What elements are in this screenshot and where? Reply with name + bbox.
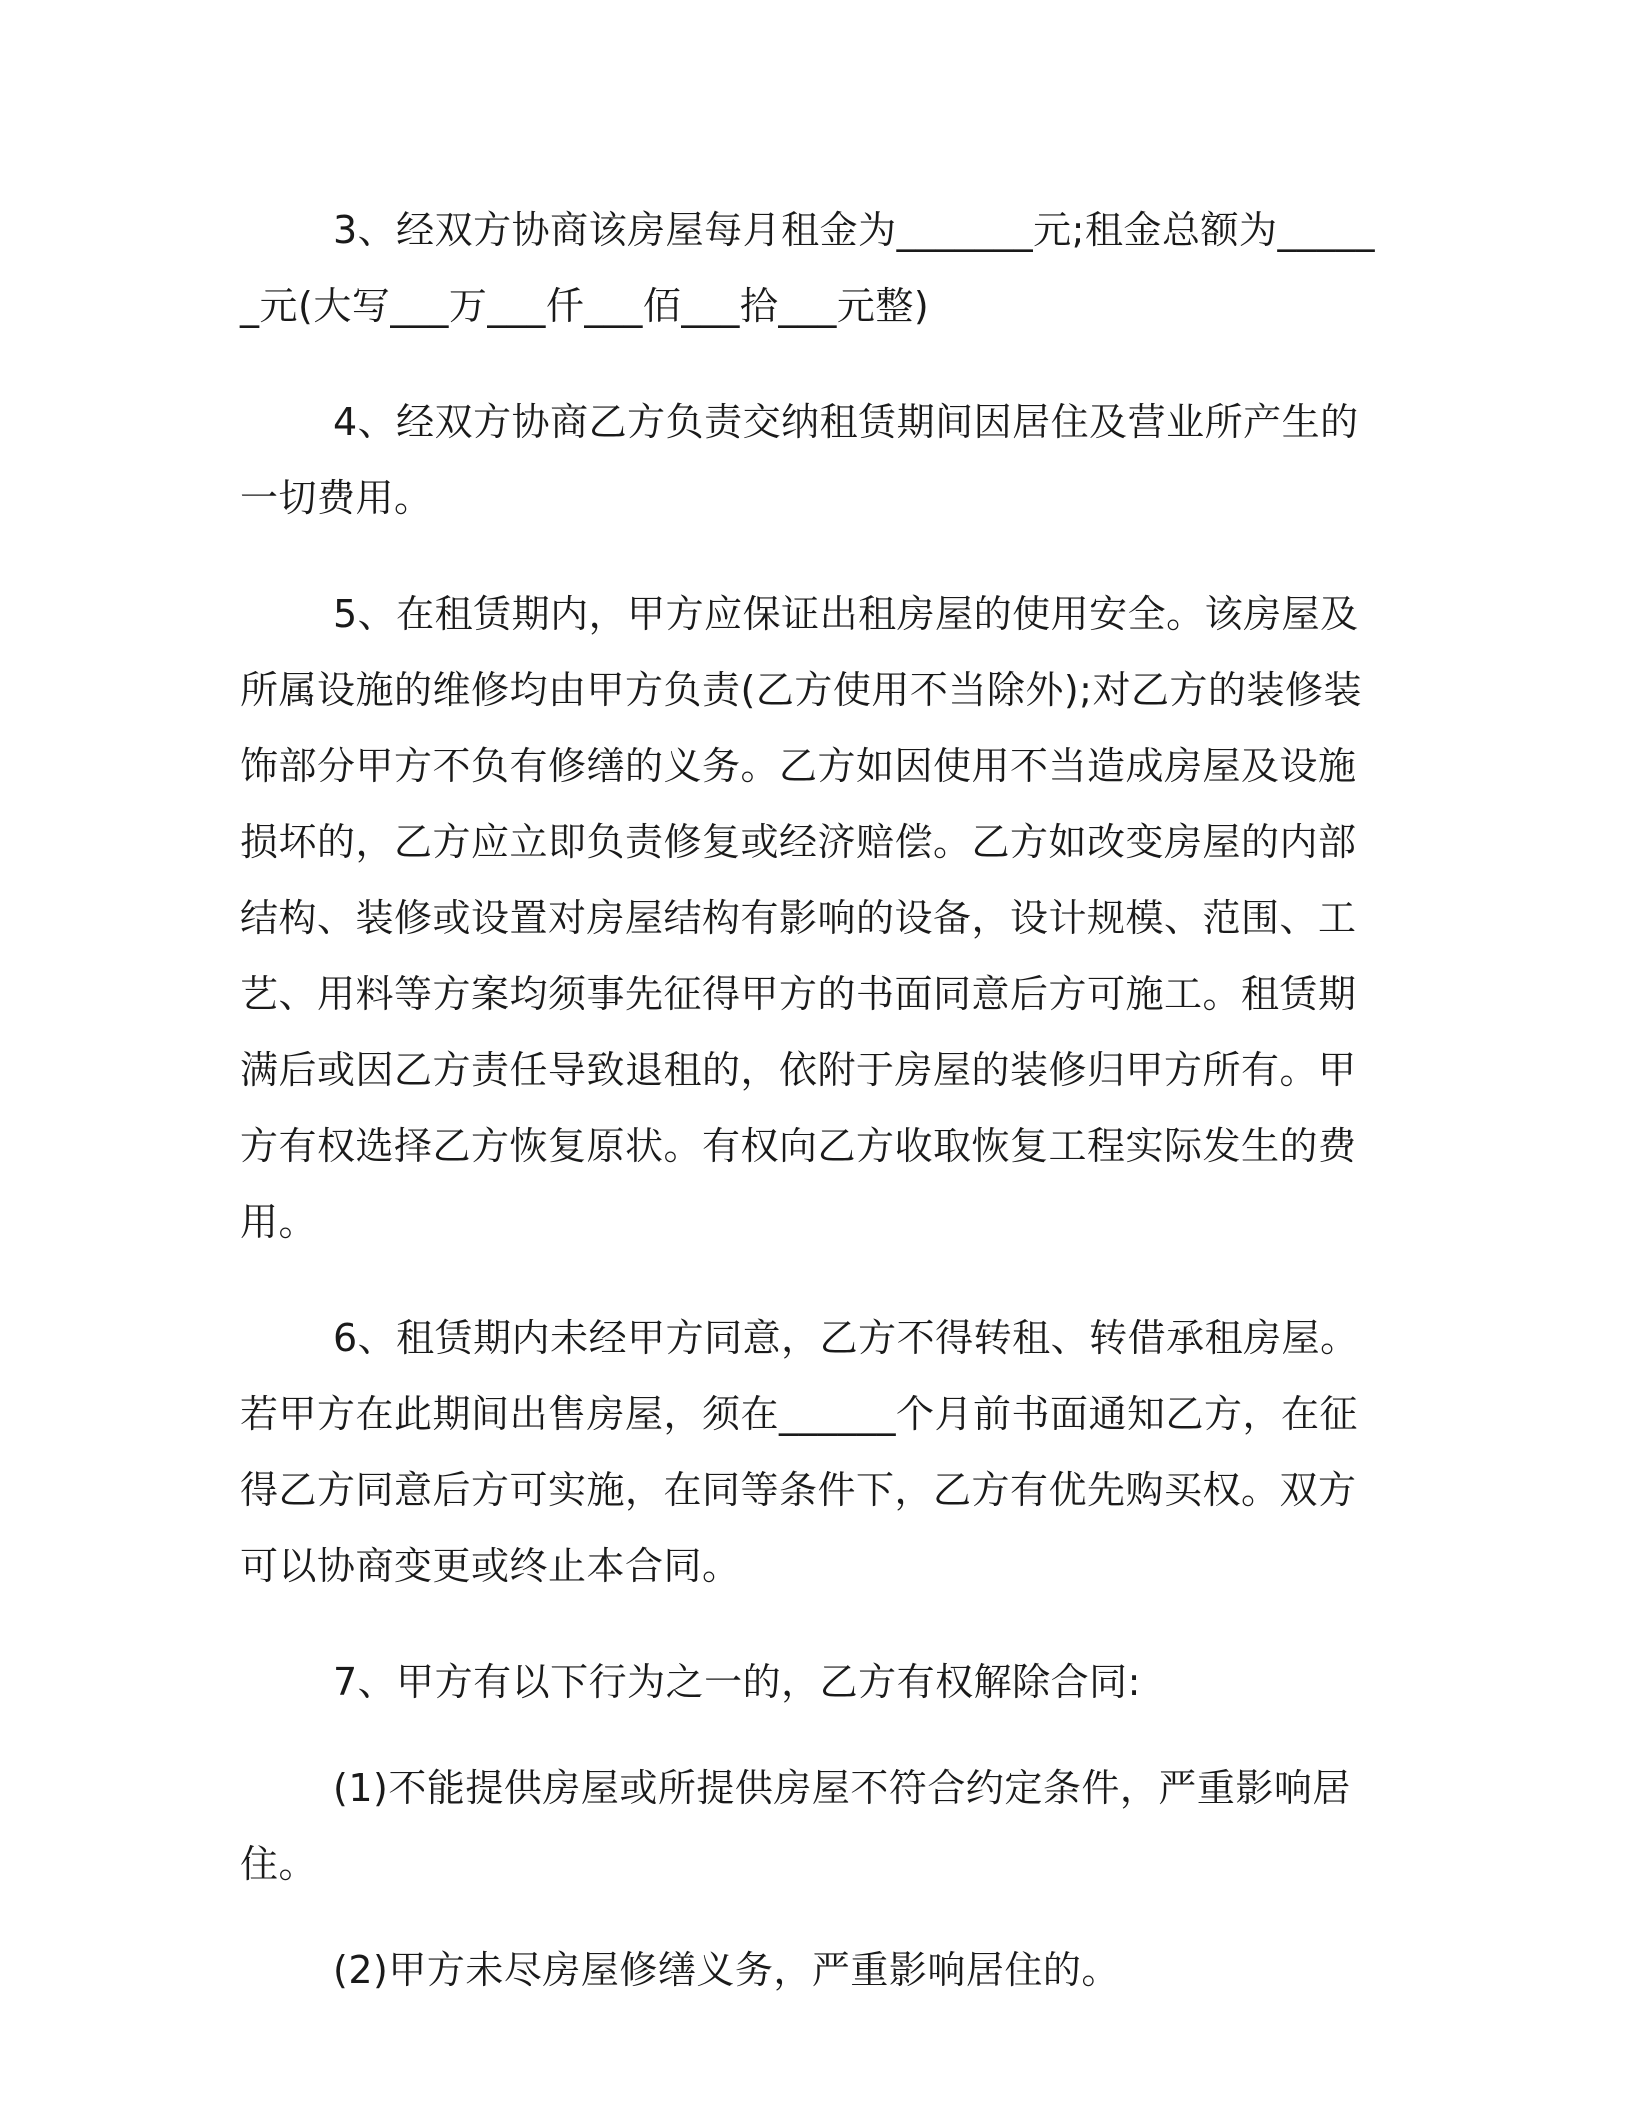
- clause-6-sublease: 6、租赁期内未经甲方同意，乙方不得转租、转借承租房屋。若甲方在此期间出售房屋，须在______个月前书面通知乙方，在征得乙方同意后方可实施，在同等条件下，乙方有优先购买权。双方可以协商变更或终止本合同。: [240, 1316, 1359, 1588]
- document-body: [240, 192, 1380, 2038]
- clause-4-fees: 4、经双方协商乙方负责交纳租赁期间因居住及营业所产生的一切费用。: [240, 400, 1359, 520]
- clause-7-termination: 7、甲方有以下行为之一的，乙方有权解除合同:: [333, 1660, 1141, 1704]
- clause-5-maintenance: 5、在租赁期内，甲方应保证出租房屋的使用安全。该房屋及所属设施的维修均由甲方负责(乙方使用不当除外);对乙方的装修装饰部分甲方不负有修缮的义务。乙方如因使用不当造成房屋及设施损坏的，乙方应立即负责修复或经济赔偿。乙方如改变房屋的内部结构、装修或设置对房屋结构有影响的设备，设计规模、范围、工艺、用料等方案均须事先征得甲方的书面同意后方可施工。租赁期满后或因乙方责任导致退租的，依附于房屋的装修归甲方所有。甲方有权选择乙方恢复原状。有权向乙方收取恢复工程实际发生的费用。: [240, 592, 1362, 1244]
- clause-7-item-1: (1)不能提供房屋或所提供房屋不符合约定条件，严重影响居住。: [240, 1766, 1351, 1886]
- clause-3-rent: 3、经双方协商该房屋每月租金为_______元;租金总额为______元(大写___万___仟___佰___拾___元整): [240, 208, 1375, 328]
- clause-7-item-2: (2)甲方未尽房屋修缮义务，严重影响居住的。: [333, 1948, 1120, 1992]
